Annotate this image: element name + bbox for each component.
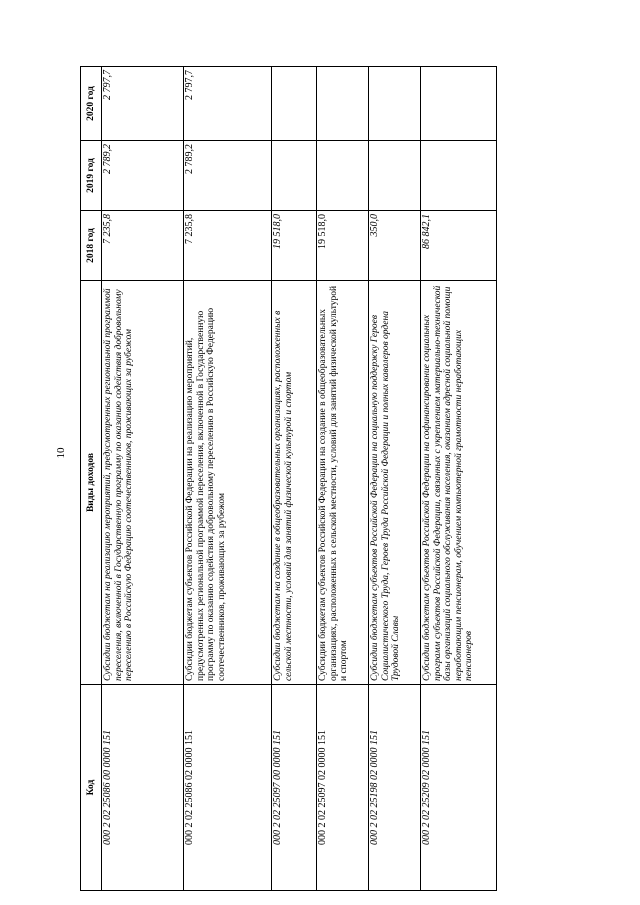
- table-row: [102, 67, 184, 891]
- row-desc: Субсидии бюджетам субъектов Российской Федерации на создание в общеобразовательных организациях, расположенных в сельской местности, условий для занятий физической культурой и спортом: [317, 281, 369, 685]
- row-2018: 350,0: [369, 211, 421, 281]
- row-2020: [272, 67, 317, 141]
- header-2018: 2018 год: [81, 211, 102, 281]
- row-2018: 19 518,0: [317, 211, 369, 281]
- row-2020: [317, 67, 369, 141]
- row-2019: [369, 141, 421, 211]
- table-row: [421, 67, 497, 891]
- row-2018: 7 235,8: [184, 211, 272, 281]
- header-code: Код: [81, 685, 102, 891]
- row-code: 000 2 02 25097 02 0000 151: [317, 685, 369, 891]
- row-2020: [421, 67, 497, 141]
- table-header-row: [81, 67, 102, 891]
- row-2018: 19 518,0: [272, 211, 317, 281]
- row-2020: 2 797,7: [102, 67, 184, 141]
- row-2020: [369, 67, 421, 141]
- row-code: 000 2 02 25209 02 0000 151: [421, 685, 497, 891]
- row-2019: [272, 141, 317, 211]
- row-2020: 2 797,7: [184, 67, 272, 141]
- header-2020: 2020 год: [81, 67, 102, 141]
- row-2019: [421, 141, 497, 211]
- header-2019: 2019 год: [81, 141, 102, 211]
- page-number: 10: [55, 447, 67, 459]
- row-2018: 86 842,1: [421, 211, 497, 281]
- table-row: [272, 67, 317, 891]
- row-code: 000 2 02 25086 02 0000 151: [184, 685, 272, 891]
- row-2018: 7 235,8: [102, 211, 184, 281]
- table-row: [317, 67, 369, 891]
- table-row: [184, 67, 272, 891]
- table-container: [80, 67, 494, 891]
- header-types: Виды доходов: [81, 281, 102, 685]
- row-code: 000 2 02 25097 00 0000 151: [272, 685, 317, 891]
- row-2019: 2 789,2: [184, 141, 272, 211]
- row-desc: Субсидии бюджетам субъектов Российской Федерации на социальную поддержку Героев Социалистического Труда, Героев Труда Российской Федерации и полных кавалеров ордена Трудовой Славы: [369, 281, 421, 685]
- row-code: 000 2 02 25198 02 0000 151: [369, 685, 421, 891]
- row-2019: [317, 141, 369, 211]
- row-desc: Субсидии бюджетам на создание в общеобразовательных организациях, расположенных в сельской местности, условий для занятий физической культурой и спортом: [272, 281, 317, 685]
- row-desc: Субсидии бюджетам на реализацию мероприятий, предусмотренных региональной программой переселения, включенной в Государственную программу по оказанию содействия добровольному переселению в Российскую Федерацию соотечественников, проживающих за рубежом: [102, 281, 184, 685]
- revenue-table: [80, 66, 497, 891]
- rotated-table-area: [80, 67, 494, 891]
- row-desc: Субсидии бюджетам субъектов Российской Федерации на софинансирование социальных программ субъектов Российской Федерации, связанных с укреплением материально-технической базы организаций социального обслуживания населения, оказанием адресной социальной помощи неработающим пенсионерам, обучением компьютерной грамотности неработающих пенсионеров: [421, 281, 497, 685]
- row-desc: Субсидии бюджетам субъектов Российской Федерации на реализацию мероприятий, предусмотренных региональной программой переселения, включенной в Государственную программу по оказанию содействия добровольному переселению в Российскую Федерацию соотечественников, проживающих за рубежом: [184, 281, 272, 685]
- table-row: [369, 67, 421, 891]
- row-2019: 2 789,2: [102, 141, 184, 211]
- row-code: 000 2 02 25086 00 0000 151: [102, 685, 184, 891]
